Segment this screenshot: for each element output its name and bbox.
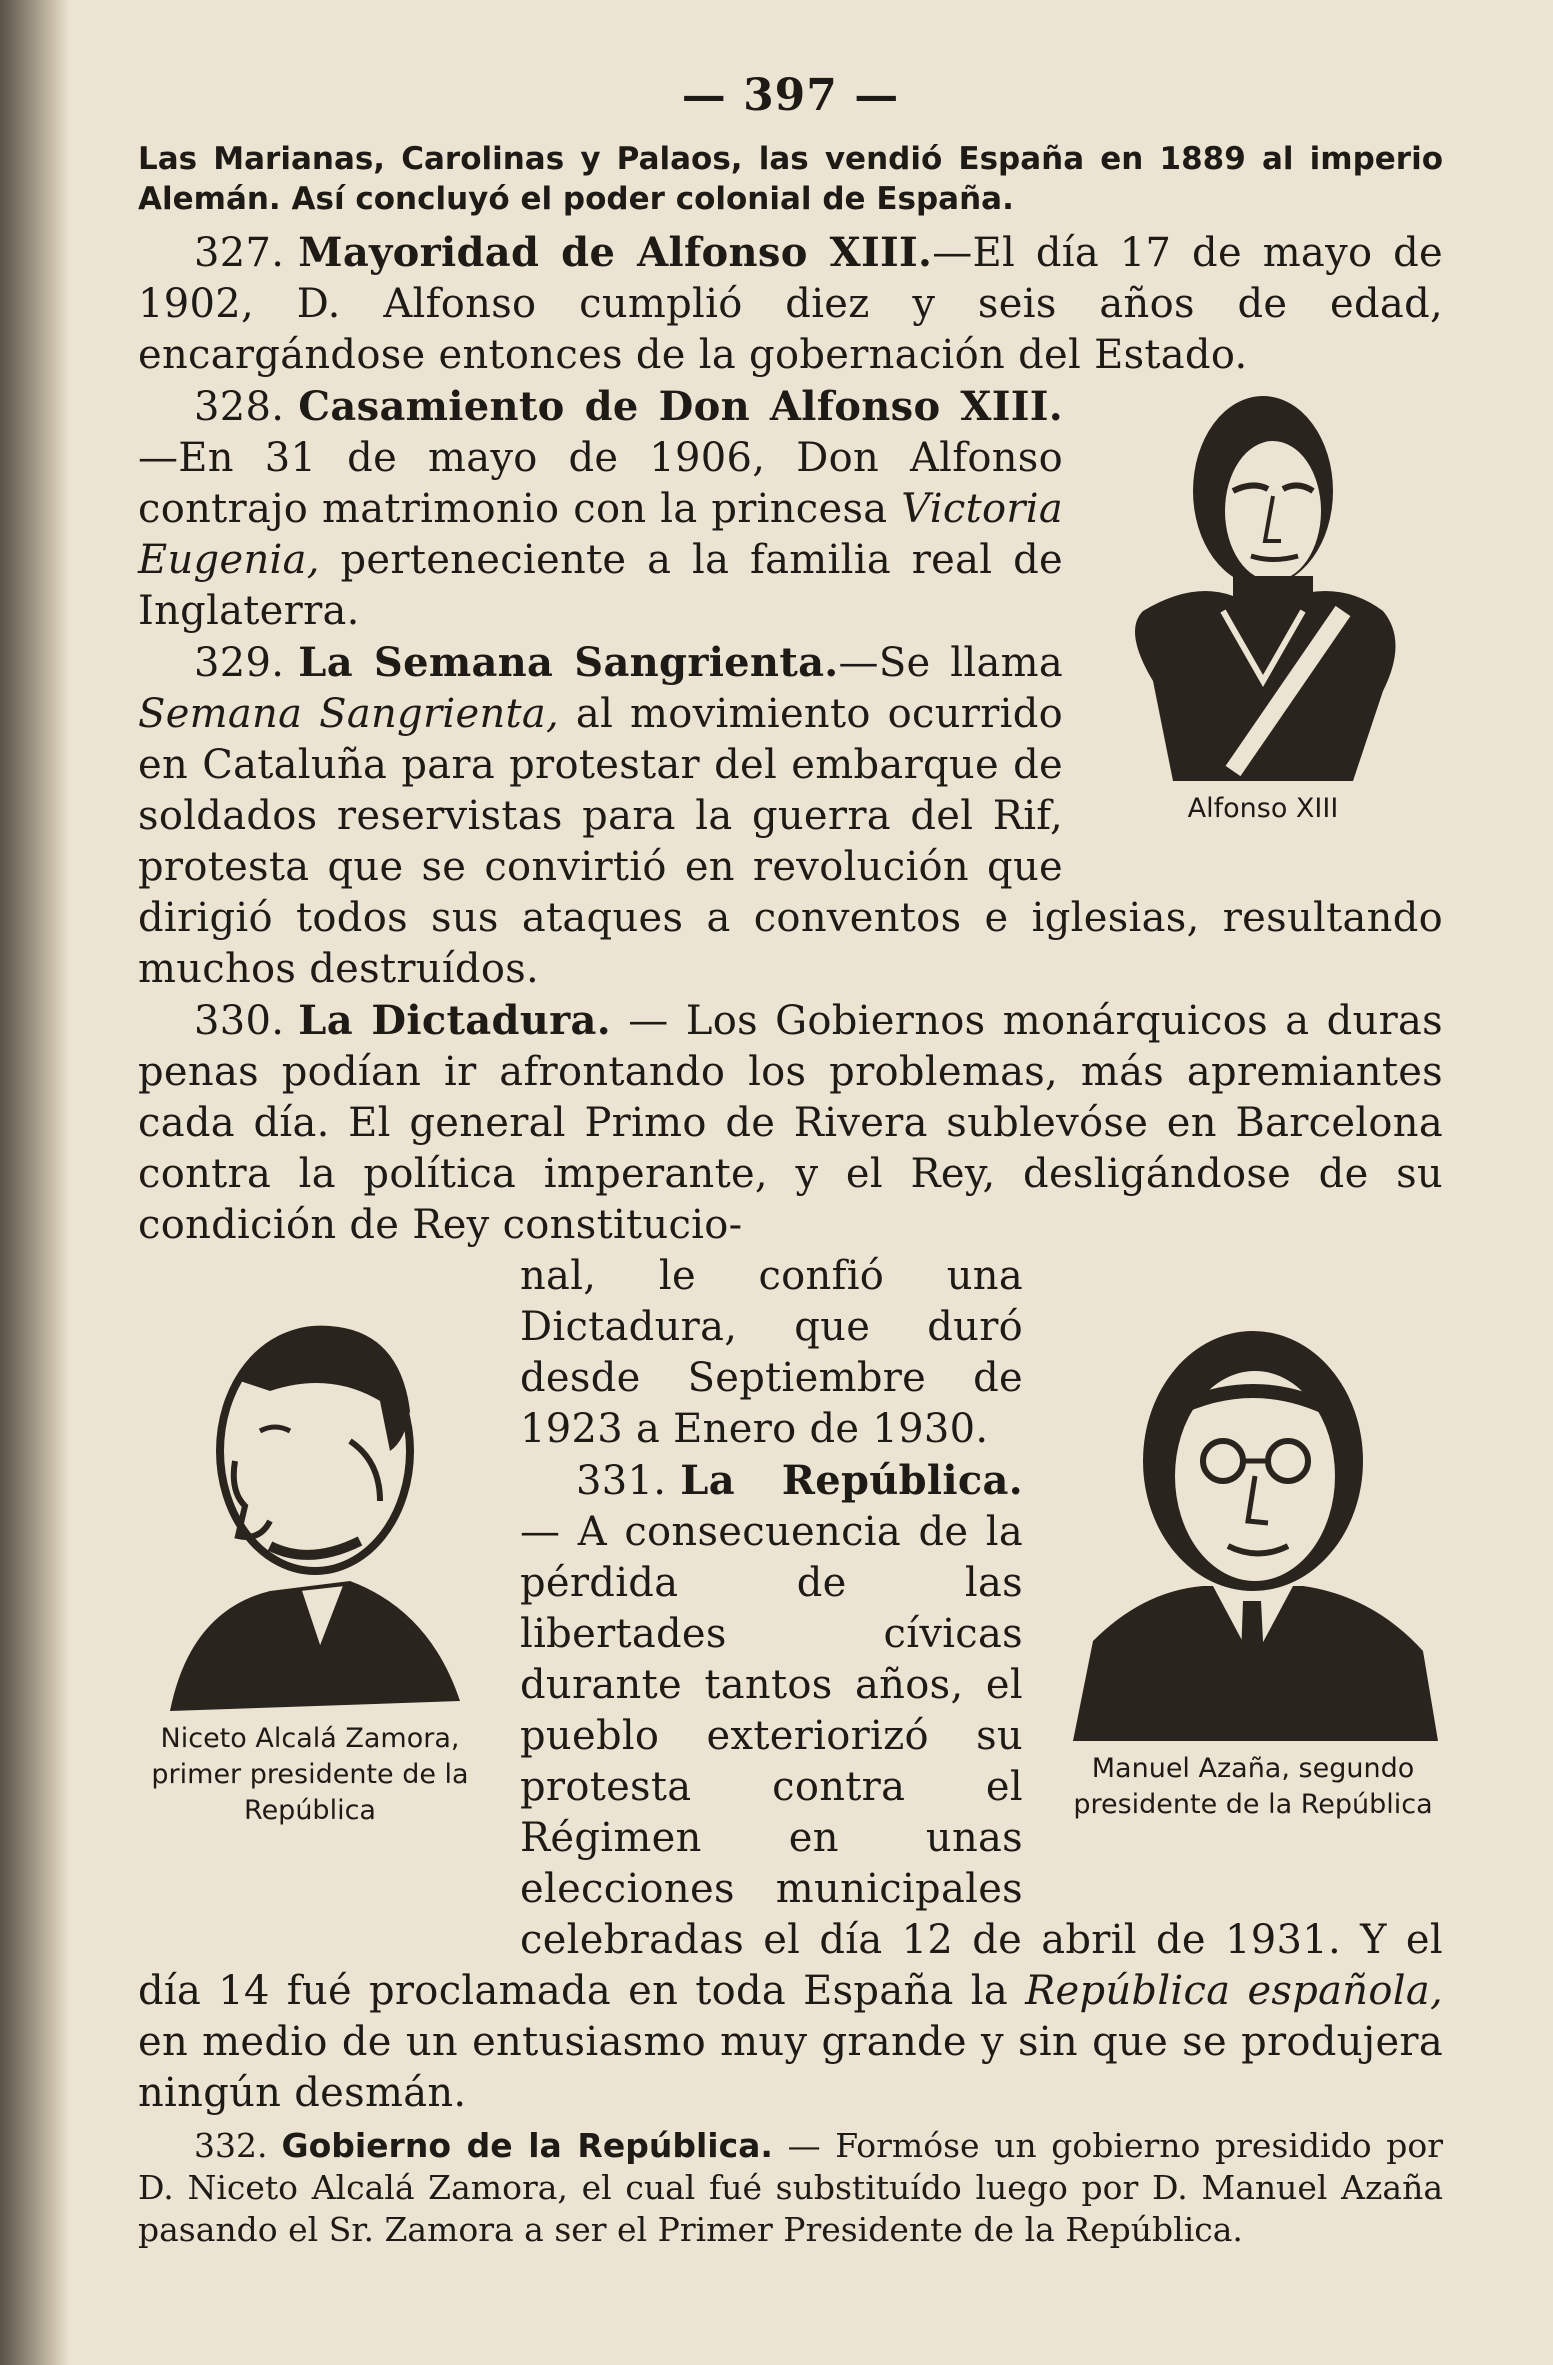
three-column-block xyxy=(138,1251,1443,2119)
book-spine-shadow xyxy=(0,0,70,2365)
section-title: Casamiento de Don Alfonso XIII. xyxy=(298,383,1063,430)
caption-azana: Manuel Azaña, segundo presidente de la República xyxy=(1073,1753,1433,1820)
portrait-manuel-azana xyxy=(1043,1301,1443,1891)
section-title: La Dictadura. xyxy=(298,997,611,1044)
section-title: Gobierno de la República. xyxy=(281,2126,773,2165)
section-330-continued: nal, le confió una Dictadura, que duró desde Septiembre de 1923 a Enero de 1930. xyxy=(520,1253,1023,1452)
section-title: Mayoridad de Alfonso XIII. xyxy=(298,229,933,276)
section-title: La República. xyxy=(680,1457,1023,1504)
section-number: 331. xyxy=(576,1458,667,1504)
book-page xyxy=(138,70,1443,2340)
section-text: — A consecuencia de la pérdida de las libertades cívicas durante tantos años, el pueblo exteriorizó su protesta contra el Régimen en unas elecciones municipales celebradas el día 12 de abril de 1931. Y el día 14 fué proclamada en toda España la xyxy=(138,1509,1443,2014)
azana-portrait-image xyxy=(1063,1301,1443,1741)
zamora-portrait-image xyxy=(150,1291,470,1711)
section-332 xyxy=(138,2125,1443,2251)
portrait-alcala-zamora xyxy=(138,1291,490,1931)
section-italic: Semana Sangrienta, xyxy=(138,691,560,737)
page-number: — 397 — xyxy=(681,70,900,121)
section-text: —El día 17 de mayo de 1902, D. Alfonso cumplió diez y seis años de edad, encargándose entonces de la gobernación del Estado. xyxy=(138,230,1443,378)
section-number: 332. xyxy=(194,2126,268,2165)
section-number: 329. xyxy=(194,640,285,686)
section-number: 330. xyxy=(194,998,285,1044)
section-italic: Victoria Eugenia, xyxy=(138,486,1063,583)
section-text: al movimiento ocurrido en Cataluña para protestar del embarque de soldados reservistas para la guerra del Rif, protesta que se convirtió en revolución que dirigió todos sus ataques a conventos e iglesias, resultando muchos destruídos. xyxy=(138,691,1443,992)
section-text: en medio de un entusiasmo muy grande y sin que se produjera ningún desmán. xyxy=(138,2019,1443,2116)
section-text: —Se llama xyxy=(838,640,1064,686)
section-number: 328. xyxy=(194,384,285,430)
portrait-alfonso-xiii xyxy=(1083,381,1443,871)
section-text: — Formóse un gobierno presidido por D. Niceto Alcalá Zamora, el cual fué substituído luego por D. Manuel Azaña pasando el Sr. Zamora a ser el Primer Presidente de la República. xyxy=(138,2126,1443,2249)
caption-alfonso: Alfonso XIII xyxy=(1187,793,1339,824)
section-327 xyxy=(138,227,1443,381)
section-number: 327. xyxy=(194,230,285,276)
caption-zamora: Niceto Alcalá Zamora, primer presidente de la República xyxy=(151,1723,469,1826)
section-text: —En 31 de mayo de 1906, Don Alfonso contrajo matrimonio con la princesa xyxy=(138,435,1063,532)
alfonso-portrait-image xyxy=(1113,381,1413,781)
intro-paragraph: Las Marianas, Carolinas y Palaos, las vendió España en 1889 al imperio Alemán. Así concluyó el poder colonial de España. xyxy=(138,141,1443,217)
section-330 xyxy=(138,995,1443,1251)
section-italic: República española, xyxy=(1025,1968,1443,2014)
section-text: perteneciente a la familia real de Inglaterra. xyxy=(138,537,1063,634)
section-text: — Los Gobiernos monárquicos a duras penas podían ir afrontando los problemas, más apremiantes cada día. El general Primo de Rivera sublevóse en Barcelona contra la política imperante, y el Rey, desligándose de su condición de Rey constitucio- xyxy=(138,998,1443,1248)
section-title: La Semana Sangrienta. xyxy=(298,639,839,686)
